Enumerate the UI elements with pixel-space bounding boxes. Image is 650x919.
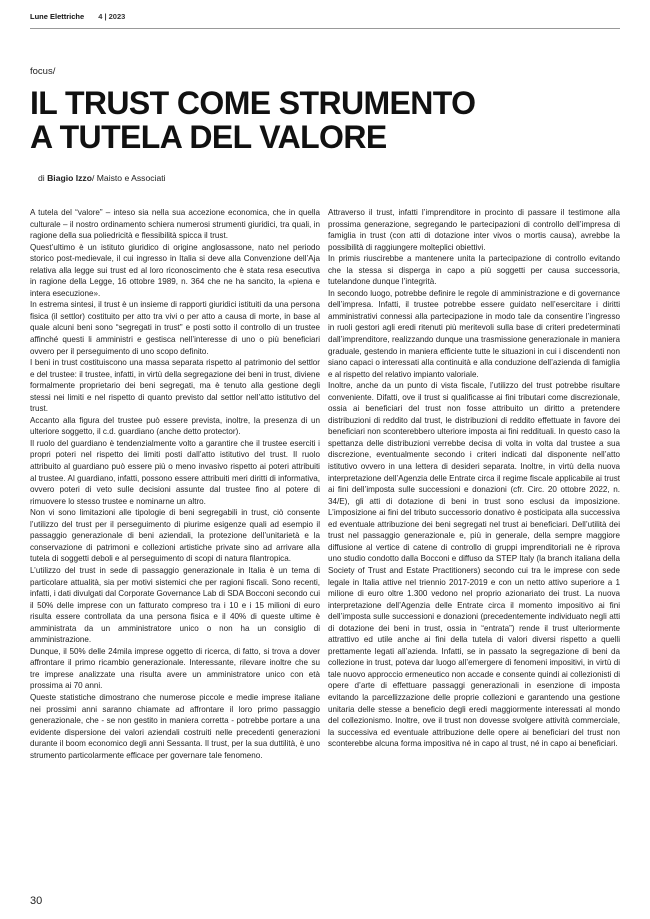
magazine-name: Lune Elettriche xyxy=(30,12,85,21)
paragraph: Dunque, il 50% delle 24mila imprese oggetto di ricerca, di fatto, si trova a dover affrontare il primo ricambio generazionale. Interessante, rilevare inoltre che su tre imprese analizzate una risulta avere un amministratore unico con età prossima ai 70 anni. xyxy=(30,646,320,691)
header-bar xyxy=(30,12,620,21)
paragraph: Accanto alla figura del trustee può essere prevista, inoltre, la presenza di un ulteriore soggetto, il c.d. guardiano (anche detto protector). xyxy=(30,415,320,437)
section-label: focus/ xyxy=(30,66,56,77)
paragraph: A tutela del “valore” – inteso sia nella sua accezione economica, che in quella culturale – il nostro ordinamento schiera numerosi strumenti giuridici, tra quali, in ragione della sua poliedricità e flessibilità spicca il trust. xyxy=(30,208,320,241)
paragraph: In estrema sintesi, il trust è un insieme di rapporti giuridici istituiti da una persona fisica (il settlor) costituito per atto tra vivi o per atto a causa di morte, in base al quale alcuni beni sono “segregati in trust” e posti sotto il controllo di un trustee affinché questi li amministri e gestisca nell’interesse di uno o più beneficiari ovvero per il perseguimento di uno scopo definito. xyxy=(30,300,320,356)
paragraph: Inoltre, anche da un punto di vista fiscale, l’utilizzo del trust potrebbe risultare conveniente. Difatti, ove il trust si qualificasse ai fini tributari come discrezionale, ossia ai beneficiari del trust non fosse attribuito un diritto a pretendere distribuzioni di reddito dal trust, le distribuzioni di reddito effettuate in favore dei beneficiari non sconterebbero ulteriore imposta ai fini reddituali. In questo caso la spettanza delle distribuzioni verrebbe decisa di volta in volta dal trustee a sua discrezione, eventualmente secondo i criteri indicati dal disponente nell’atto istitutivo ovvero in una lettera di desideri separata. Inoltre, in virtù della nuova interpretazione dell’Agenzia delle Entrate circa il regime fiscale applicabile ai trust ai fini dell’imposta sulle successioni e donazioni (cfr. Circ. 20 ottobre 2022, n. 34/E), gli atti di dotazione di beni in trust sono esclusi da imposizione. L’imposizione ai fini del tributo successorio donativo è posticipata alla successiva ed eventuale attribuzione dei beni segregati nel trust ai beneficiari. Dell’utilità dei trust nel passaggio generazionale e, più in generale, della sempre maggiore diffusione al vertice di catene di controllo di gruppi imprenditoriali ne è riprova uno studio condotto dalla Bocconi e diffuso da STEP Italy (la branch italiana della Society of Trust and Estate Practitioners) secondo cui tra le imprese con sede legale in Italia attive nel triennio 2017-2019 e con un netto attivo superiore a 1 milione di euro oltre 1.300 vedono nel proprio azionariato dei trust. La nuova interpretazione dell’Agenzia delle Entrate circa il momento impositivo ai fini dell’imposta sulle successioni e donazioni (precedentemente individuato negli atti di dotazione dei beni in trust, ossia in “entrata”) rende il trust ulteriormente attrattivo ed utile anche ai fini della tutela di valori diversi rispetto a quelli prettamente legati all’azienda. Infatti, se in passato la segregazione di beni da collezione in trust, poteva dar luogo all’emergere di fenomeni impositivi, in virtù di tale nuovo approccio ermeneutico non accade e consente quindi ai collezionisti di opere d’arte di effettuare passaggi generazionali in esenzione di imposta evitando la parcellizzazione delle proprie collezioni e garantendo una gestione unitaria delle stesse a beneficio degli eredi maggiormente interessati al mondo del collezionismo. Inoltre, ove il trust non dovesse svolgere attività commerciale, la successiva ed eventuale attribuzione delle opere ai beneficiari del trust non sconterebbe alcuna forma impositiva né in capo al trust, né in capo ai beneficiari. xyxy=(328,381,621,749)
byline-prefix: di xyxy=(38,173,45,183)
paragraph: Non vi sono limitazioni alle tipologie di beni segregabili in trust, ciò consente l’utilizzo del trust per il perseguimento di piurime esigenze quali ad esempio il passaggio generazionale di beni aziendali, la protezione dell’unitarietà e la conservazione di patrimoni e collezioni artistiche private sino ad arrivare alla tutela di soggetti deboli e al perseguimento di scopi di natura filantropica. xyxy=(30,508,320,564)
paragraph: I beni in trust costituiscono una massa separata rispetto al patrimonio del settlor e del trustee: il trustee, infatti, in virtù della segregazione dei beni in trust, diviene formalmente proprietario dei beni segregati, ma è tenuto alla gestione degli stessi nei limiti e nel rispetto di quanto previsto dal settlor nell’atto istitutivo del trust. xyxy=(30,358,320,414)
title-line-1: IL TRUST COME STRUMENTO xyxy=(30,85,476,121)
author-name: Biagio Izzo xyxy=(47,173,92,183)
title-line-2: A TUTELA DEL VALORE xyxy=(30,119,387,155)
paragraph: Il ruolo del guardiano è tendenzialmente volto a garantire che il trustee eserciti i propri poteri nel rispetto dei limiti posti dall’atto istitutivo del trust. Il ruolo attribuito al guardiano può essere più o meno invasivo rispetto ai poteri attribuiti al trustee. Al guardiano, infatti, possono essere attribuiti meri diritti di informativa, ovvero poteri di veto sulle decisioni assunte dal trustee fino al potere di rimuovere lo stesso trustee e nominarne un altro. xyxy=(30,438,320,506)
paragraph: L’utilizzo del trust in sede di passaggio generazionale in Italia è un tema di particolare attualità, sia per motivi sistemici che per ragioni fiscali. Sono recenti, infatti, i dati divulgati dal Corporate Governance Lab di SDA Bocconi secondo cui il 50% delle imprese con un fatturato compreso tra i 10 e i 15 milioni di euro risulta essere controllata da una persona fisica e il 40% di queste ultime è amministrata da un amministratore unico o non ha un consiglio di amministrazione. xyxy=(30,565,320,645)
right-column xyxy=(328,207,620,750)
issue-number: 4 | 2023 xyxy=(98,12,126,21)
paragraph: In secondo luogo, potrebbe definire le regole di amministrazione e di governance dell’impresa. Infatti, il trustee potrebbe essere guidato nell’esercitare i diritti amministrativi connessi alla partecipazione in modo tale da consentire l’ingresso in ruoli gestori agli eredi ritenuti più meritevoli sulla base di criteri predeterminati dall’imprenditore, realizzando dunque una trasmissione generazionale in maniera graduale, gestendo in maniera efficiente tutte le situazioni in cui i discendenti non siano capaci o interessati alla continuità e alla conduzione dell’azienda di famiglia e al rispetto del relativo impianto valoriale. xyxy=(328,288,620,379)
header-divider xyxy=(30,28,620,29)
author-affiliation: / Maisto e Associati xyxy=(91,173,166,183)
paragraph: In primis riuscirebbe a mantenere unita la partecipazione di controllo evitando che la stessa si disperga in capo a più soggetti per causa successoria, tutelandone dunque l’integrità. xyxy=(328,254,620,287)
paragraph: Queste statistiche dimostrano che numerose piccole e medie imprese italiane nei prossimi anni saranno chiamate ad affrontare il loro primo passaggio generazionale, che - se non gestito in maniera corretta - potrebbe portare a una evidente dispersione dei valori aziendali costruiti nelle precedenti generazioni durante il boom economico degli anni Sessanta. Il trust, per la sua duttilità, è uno strumento particolarmente efficace per governare tale fenomeno. xyxy=(30,692,320,760)
left-column xyxy=(30,207,320,761)
paragraph: Attraverso il trust, infatti l’imprenditore in procinto di passare il testimone alla prossima generazione, segregando le partecipazioni di controllo dell’impresa di famiglia in trust (con atti di dotazione inter vivos o mortis causa), avrebbe la possibilità di raggiungere molteplici obiettivi. xyxy=(328,208,620,252)
article-title xyxy=(30,86,630,154)
byline xyxy=(38,173,166,183)
paragraph: Quest’ultimo è un istituto giuridico di origine anglosassone, nato nel periodo storico post-medievale, il cui ingresso in Italia si deve alla Convenzione dell’Aja relativa alla legge sui trust ed al loro riconoscimento che è stata resa esecutiva in ragione della Legge, 16 ottobre 1989, n. 364 che ne ha sancito, la «piena e intera esecuzione». xyxy=(30,242,320,298)
page-number: 30 xyxy=(30,895,43,907)
